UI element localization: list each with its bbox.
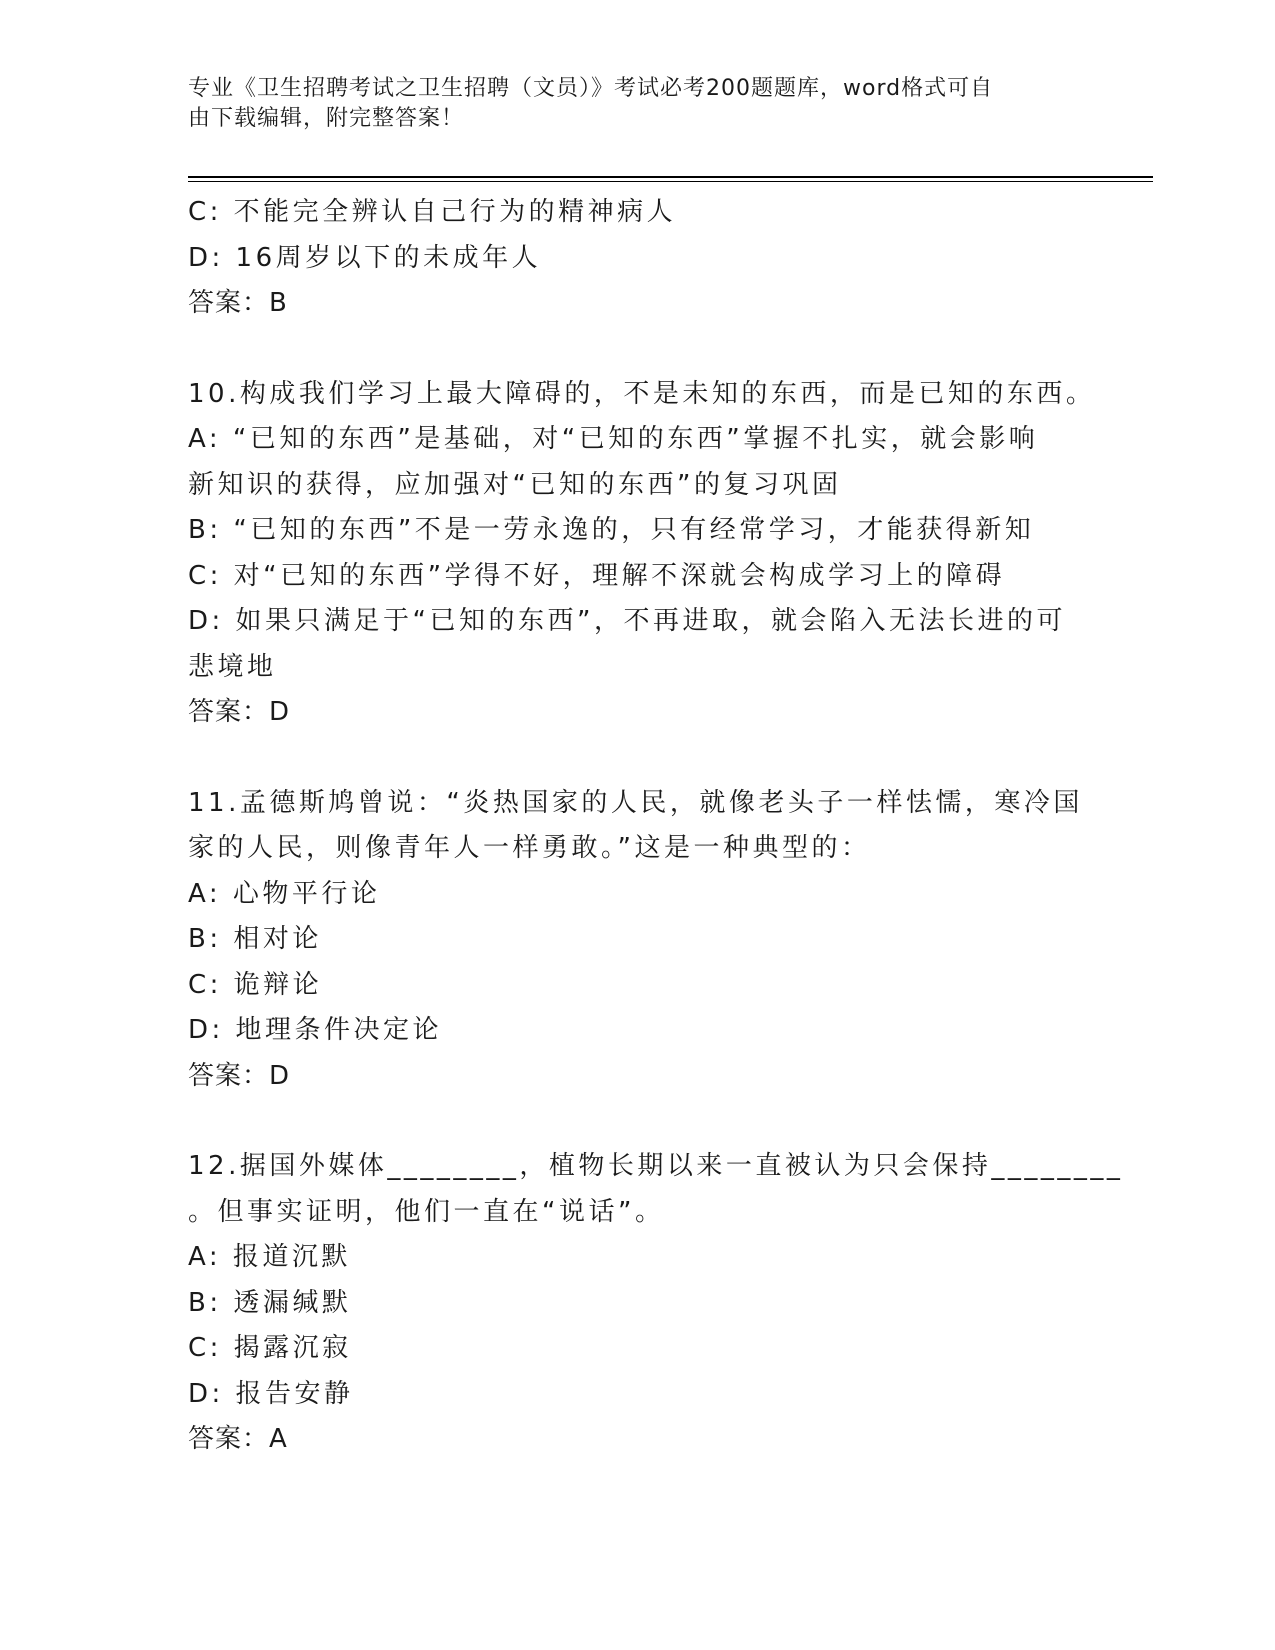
header-line-1: 专业《卫生招聘考试之卫生招聘（文员）》考试必考200题题库，word格式可自 xyxy=(188,76,994,101)
header-line-2: 由下载编辑，附完整答案！ xyxy=(188,106,465,131)
question-stem-continued: 。但事实证明，他们一直在“说话”。 xyxy=(188,1196,665,1227)
option-c: C: 不能完全辨认自己行为的精神病人 xyxy=(188,197,677,227)
option-c: C: 诡辩论 xyxy=(188,969,323,1000)
question-block-9 xyxy=(188,190,1088,327)
question-block-11 xyxy=(188,781,1088,1100)
answer-line: 答案：A xyxy=(188,1424,288,1454)
answer-line: 答案：D xyxy=(188,1060,291,1091)
question-stem: 12.据国外媒体________，植物长期以来一直被认为只会保持________ xyxy=(188,1151,1124,1181)
question-stem: 10.构成我们学习上最大障碍的，不是未知的东西，而是已知的东西。 xyxy=(188,378,1096,409)
option-b: B: “已知的东西”不是一劳永逸的，只有经常学习，才能获得新知 xyxy=(188,515,1035,545)
spacer xyxy=(188,1099,1088,1144)
option-d: D: 16周岁以下的未成年人 xyxy=(188,242,542,273)
option-b: B: 透漏缄默 xyxy=(188,1287,352,1318)
header-divider-thick xyxy=(188,176,1153,178)
header-divider-thin xyxy=(188,181,1153,182)
spacer xyxy=(188,736,1088,781)
option-b: B: 相对论 xyxy=(188,924,322,954)
option-d-continued: 悲境地 xyxy=(188,651,277,682)
option-d: D: 如果只满足于“已知的东西”，不再进取，就会陷入无法长进的可 xyxy=(188,606,1066,636)
option-c: C: 揭露沉寂 xyxy=(188,1333,352,1363)
question-stem-continued: 家的人民，则像青年人一样勇敢。”这是一种典型的： xyxy=(188,833,871,863)
option-a-continued: 新知识的获得，应加强对“已知的东西”的复习巩固 xyxy=(188,469,842,500)
question-content xyxy=(188,190,1124,1463)
question-stem: 11.孟德斯鸠曾说：“炎热国家的人民，就像老头子一样怯懦，寒冷国 xyxy=(188,787,1083,818)
document-header xyxy=(188,74,1068,134)
question-block-10 xyxy=(188,372,1096,736)
option-d: D: 地理条件决定论 xyxy=(188,1015,443,1045)
option-d: D: 报告安静 xyxy=(188,1378,354,1409)
answer-line: 答案：B xyxy=(188,288,288,318)
option-a: A: 心物平行论 xyxy=(188,878,381,909)
answer-line: 答案：D xyxy=(188,697,291,727)
option-c: C: 对“已知的东西”学得不好，理解不深就会构成学习上的障碍 xyxy=(188,560,1006,591)
question-block-12 xyxy=(188,1144,1124,1463)
spacer xyxy=(188,327,1088,372)
option-a: A: 报道沉默 xyxy=(188,1242,351,1272)
option-a: A: “已知的东西”是基础，对“已知的东西”掌握不扎实，就会影响 xyxy=(188,424,1039,454)
